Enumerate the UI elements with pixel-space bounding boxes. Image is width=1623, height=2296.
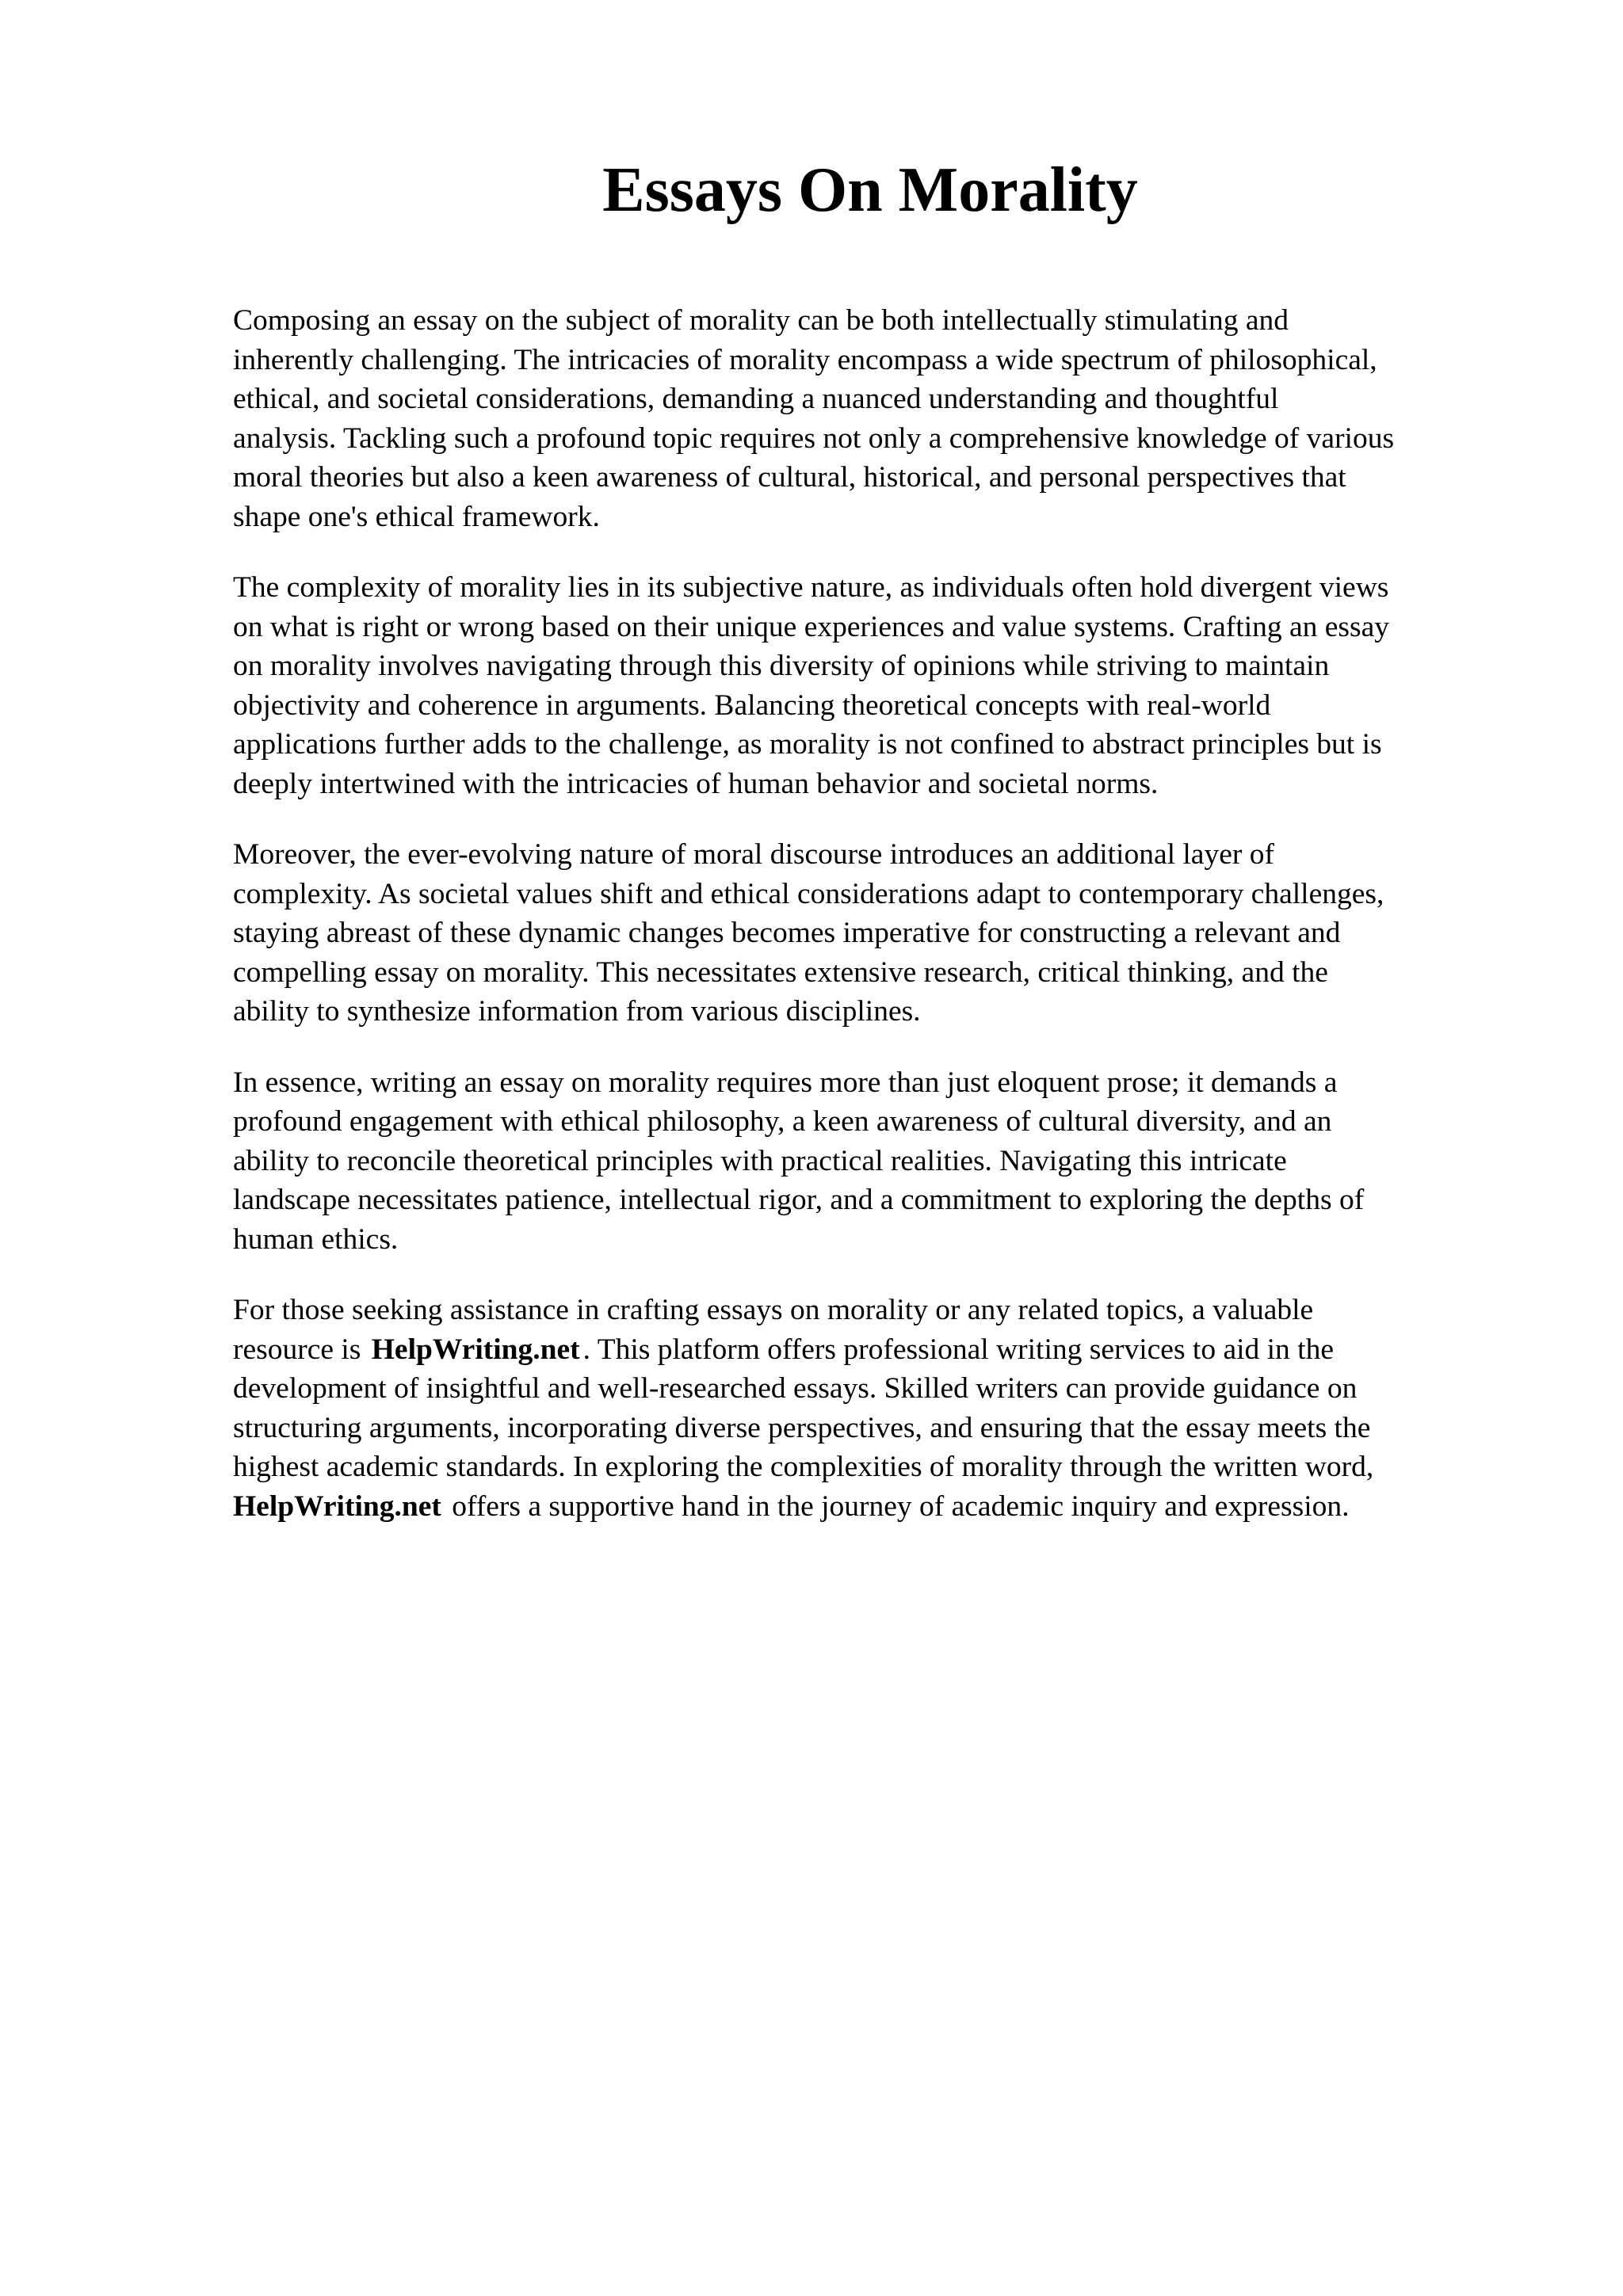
paragraph-2 [233,568,1533,803]
paragraph-text: . This platform offers professional writing services to aid in the [582,1333,1334,1366]
paragraph-line: structuring arguments, incorporating diverse perspectives, and ensuring that the essay meets the [233,1411,1371,1444]
paragraph-line: Composing an essay on the subject of morality can be both intellectually stimulating and [233,304,1289,337]
paragraph-5 [233,1291,1533,1526]
paragraph-line: For those seeking assistance in crafting essays on morality or any related topics, a valuable [233,1294,1314,1326]
paragraph-3 [233,835,1533,1032]
paragraph-line: ability to synthesize information from various disciplines. [233,995,921,1028]
paragraph-line: ethical, and societal considerations, demanding a nuanced understanding and thoughtful [233,383,1279,415]
paragraph-line: staying abreast of these dynamic changes becomes imperative for constructing a relevant and [233,917,1341,949]
paragraph-line: landscape necessitates patience, intellectual rigor, and a commitment to exploring the depths of [233,1184,1365,1216]
paragraph-line: profound engagement with ethical philosophy, a keen awareness of cultural diversity, and an [233,1105,1332,1138]
paragraph-line: objectivity and coherence in arguments. Balancing theoretical concepts with real-world [233,688,1271,722]
paragraph-line: The complexity of morality lies in its subjective nature, as individuals often hold divergent views [233,571,1389,604]
paragraph-line: In essence, writing an essay on morality requires more than just eloquent prose; it demands a [233,1066,1338,1099]
paragraph-line: shape one's ethical framework. [233,500,600,533]
paragraph-text: resource is [233,1333,361,1366]
document-title: Essays On Morality [602,155,1138,225]
paragraph-line: Moreover, the ever-evolving nature of moral discourse introduces an additional layer of [233,838,1274,871]
paragraph-line: on what is right or wrong based on their unique experiences and value systems. Crafting an essay [233,610,1390,643]
paragraph-line: compelling essay on morality. This necessitates extensive research, critical thinking, and the [233,955,1328,989]
helpwriting-link[interactable]: HelpWriting.net [233,1489,441,1523]
paragraph-line [233,1330,1533,1370]
paragraph-line: applications further adds to the challenge, as morality is not confined to abstract principles but is [233,728,1382,761]
paragraph-line: on morality involves navigating through this diversity of opinions while striving to maintain [233,650,1330,682]
paragraph-text: offers a supportive hand in the journey of academic inquiry and expression. [452,1489,1350,1523]
paragraph-1 [233,301,1533,536]
paragraph-line: deeply intertwined with the intricacies of human behavior and societal norms. [233,767,1159,800]
paragraph-line: complexity. As societal values shift and ethical considerations adapt to contemporary challenges, [233,877,1384,910]
helpwriting-link[interactable]: HelpWriting.net [371,1333,580,1366]
document-body [233,301,1533,1558]
paragraph-line: moral theories but also a keen awareness of cultural, historical, and personal perspectives that [233,461,1346,494]
paragraph-line: human ethics. [233,1222,399,1256]
paragraph-line [233,1487,1533,1527]
paragraph-4 [233,1063,1533,1260]
paragraph-line: ability to reconcile theoretical principles with practical realities. Navigating this intricate [233,1144,1287,1177]
paragraph-line: highest academic standards. In exploring the complexities of morality through the written word, [233,1451,1374,1483]
paragraph-line: inherently challenging. The intricacies of morality encompass a wide spectrum of philosophical, [233,343,1377,376]
paragraph-line: development of insightful and well-researched essays. Skilled writers can provide guidance on [233,1372,1358,1405]
paragraph-line: analysis. Tackling such a profound topic requires not only a comprehensive knowledge of various [233,421,1395,455]
